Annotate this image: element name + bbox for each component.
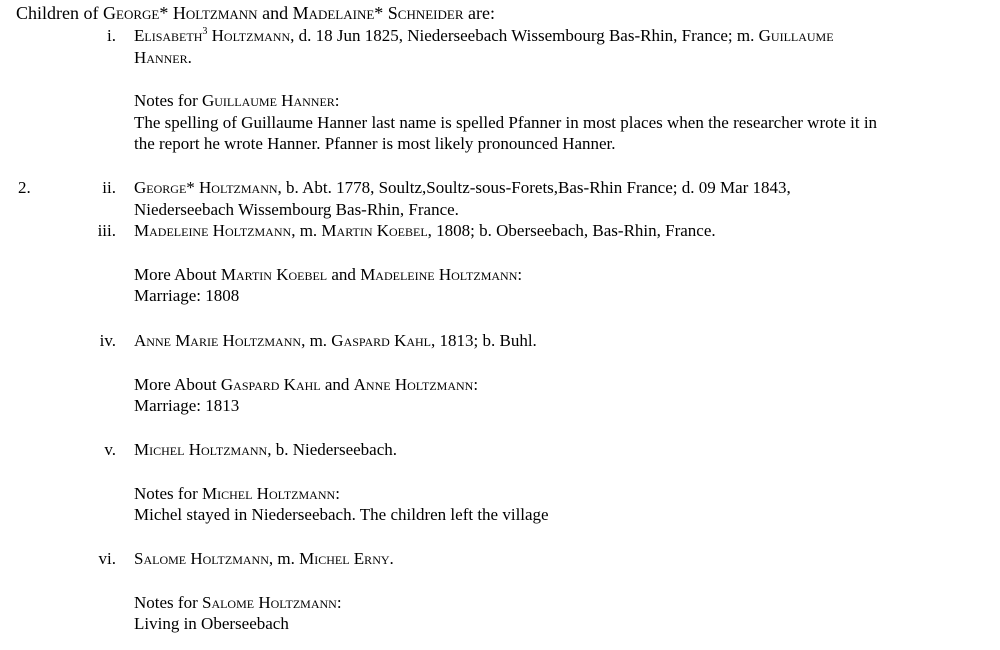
- child-details: .: [187, 48, 192, 67]
- child-entry: [134, 548, 394, 569]
- about-colon: :: [517, 265, 523, 284]
- marriage-line: Marriage: 1813: [134, 396, 240, 415]
- about-name: Gaspard Kahl: [220, 375, 321, 394]
- child-name: Michel Holtzmann: [134, 440, 268, 459]
- heading-text: are:: [463, 3, 495, 23]
- mother-name: Madelaine* Schneider: [292, 3, 464, 23]
- generation-superscript: 3: [202, 26, 208, 37]
- child-name: Salome Holtzmann: [134, 549, 269, 568]
- notes-subject: Michel Holtzmann: [201, 484, 336, 503]
- child-details: , 1813; b. Buhl.: [431, 331, 537, 350]
- about-colon: :: [473, 375, 479, 394]
- child-entry: [134, 330, 537, 351]
- notes-subject: Salome Holtzmann: [201, 593, 337, 612]
- notes-heading: [134, 483, 340, 504]
- about-label: More About: [134, 265, 221, 284]
- child-details: , 1808; b. Oberseebach, Bas-Rhin, France.: [427, 221, 716, 240]
- marriage-line: Marriage: 1808: [134, 286, 240, 305]
- about-heading: [134, 264, 522, 285]
- heading-text: and: [257, 3, 293, 23]
- child-details: , m.: [301, 331, 332, 350]
- child-surname: Holtzmann: [207, 26, 291, 45]
- child-numeral: v.: [104, 440, 116, 459]
- child-numeral: i.: [107, 26, 116, 45]
- child-details: , b. Abt. 1778, Soultz,Soultz-sous-Forets,Bas-Rhin France; d. 09 Mar 1843,: [277, 178, 791, 197]
- notes-colon: :: [335, 484, 340, 503]
- spouse-name: Michel Erny: [299, 549, 390, 568]
- child-entry: [134, 220, 716, 241]
- spouse-name: Hanner: [134, 48, 188, 67]
- notes-colon: :: [334, 91, 340, 110]
- spouse-name: Gaspard Kahl: [331, 331, 432, 350]
- about-text: and: [327, 265, 361, 284]
- note-line: Michel stayed in Niederseebach. The children left the village: [134, 505, 549, 524]
- about-name: Martin Koebel: [220, 265, 328, 284]
- child-entry: [134, 439, 397, 460]
- child-details: , m.: [268, 549, 300, 568]
- child-entry-continued: Niederseebach Wissembourg Bas-Rhin, France.: [134, 200, 459, 219]
- notes-heading: [134, 90, 340, 111]
- child-details: , m.: [291, 221, 322, 240]
- child-surname: Holtzmann: [194, 178, 278, 197]
- child-numeral: ii.: [102, 178, 116, 197]
- child-numeral: vi.: [98, 549, 116, 568]
- father-name: George* Holtzmann: [103, 3, 258, 23]
- child-details: .: [389, 549, 394, 568]
- child-entry-continued: [134, 47, 192, 68]
- generation-number: 2.: [18, 178, 31, 197]
- child-name: George*: [134, 178, 195, 197]
- about-name: Anne Holtzmann: [353, 375, 474, 394]
- notes-label: Notes for: [134, 91, 202, 110]
- child-entry: [134, 177, 791, 198]
- child-name: Anne Marie Holtzmann: [134, 331, 302, 350]
- spouse-name: Martin Koebel: [321, 221, 428, 240]
- note-line: The spelling of Guillaume Hanner last name is spelled Pfanner in most places when the researcher wrote it in: [134, 113, 878, 132]
- child-name: Madeleine Holtzmann: [134, 221, 292, 240]
- child-entry: [134, 25, 834, 49]
- about-label: More About: [134, 375, 221, 394]
- notes-label: Notes for: [134, 593, 202, 612]
- about-name: Madeleine Holtzmann: [360, 265, 518, 284]
- notes-label: Notes for: [134, 484, 202, 503]
- spouse-name: Guillaume: [758, 26, 834, 45]
- notes-heading: [134, 592, 342, 613]
- child-details: , d. 18 Jun 1825, Niederseebach Wissembourg Bas-Rhin, France; m.: [290, 26, 759, 45]
- note-line: the report he wrote Hanner. Pfanner is most likely pronounced Hanner.: [134, 134, 616, 153]
- child-numeral: iv.: [99, 331, 116, 350]
- child-name: Elisabeth: [134, 26, 203, 45]
- child-numeral: iii.: [97, 221, 116, 240]
- note-line: Living in Oberseebach: [134, 614, 289, 633]
- section-heading: [16, 3, 495, 24]
- child-details: , b. Niederseebach.: [267, 440, 398, 459]
- notes-subject: Guillaume Hanner: [201, 91, 335, 110]
- heading-text: Children of: [16, 3, 103, 23]
- about-text: and: [320, 375, 354, 394]
- about-heading: [134, 374, 478, 395]
- notes-colon: :: [336, 593, 342, 612]
